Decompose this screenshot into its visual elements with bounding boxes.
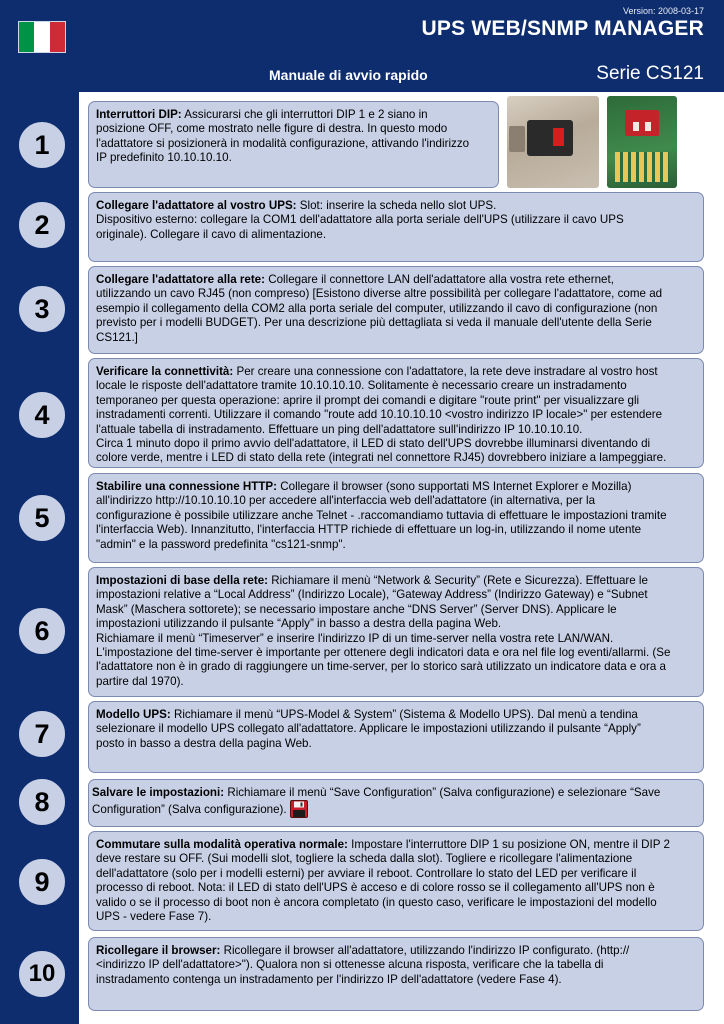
dip-switch-photo-external	[507, 96, 599, 188]
step-text: Per creare una connessione con l'adattatore, la rete deve instradare al vostro host	[233, 365, 658, 378]
step-number-7: 7	[17, 709, 67, 759]
step-text: Configuration” (Salva configurazione).	[92, 803, 287, 817]
step-text: IP predefinito 10.10.10.10.	[96, 151, 232, 165]
step-text: utilizzando un cavo RJ45 (non compreso) [Esistono diverse altre possibilità per collegare l'adattatore, come ad	[96, 287, 663, 301]
step-box-9	[88, 831, 704, 931]
step-heading: Commutare sulla modalità operativa normale:	[96, 838, 348, 851]
step-number-3: 3	[17, 284, 67, 334]
step-number-10: 10	[17, 949, 67, 999]
step-text: Richiamare il menù “UPS-Model & System” (Sistema & Modello UPS). Dal menù a tendina	[170, 708, 638, 721]
step-text: Assicurarsi che gli interruttori DIP 1 e 2 siano in	[181, 108, 428, 121]
step-text: Richiamare il menù “Save Configuration” (Salva configurazione) e selezionare “Save	[224, 786, 661, 799]
italy-flag-icon	[18, 21, 66, 53]
step-heading: Salvare le impostazioni:	[92, 786, 225, 799]
step-text: originale). Collegare il cavo di alimentazione.	[96, 227, 327, 241]
header-banner	[79, 0, 724, 92]
step-text: Collegare il browser (sono supportati MS Internet Explorer e Mozilla)	[277, 480, 632, 493]
step-text: "admin" e la password predefinita "cs121-snmp".	[96, 537, 346, 551]
step-text: posto in basso a destra della pagina Web.	[96, 736, 312, 750]
step-box-5	[88, 473, 704, 563]
step-text: colore verde, mentre i LED di stato della rete (integrati nel connettore RJ45) dovrebbero iniziare a lampeggiare.	[96, 451, 667, 465]
step-text: instradamento contenga un instradamento per l'indirizzo IP dell'adattatore (vedere Fase 4).	[96, 972, 562, 986]
step-text: selezionare il modello UPS collegato all'adattatore. Applicare le impostazioni utilizzando il pulsante “Apply”	[96, 722, 641, 736]
step-text: all'indirizzo http://10.10.10.10 per accedere all'interfaccia web dell'adattatore (in alternativa, per la	[96, 494, 596, 508]
step-heading: Impostazioni di base della rete:	[96, 574, 269, 587]
page-subtitle: Manuale di avvio rapido	[269, 67, 428, 83]
page-title: UPS WEB/SNMP MANAGER	[421, 17, 704, 40]
step-text: instradamenti correnti. Utilizzare il comando "route add 10.10.10.10 <vostro indirizzo IP locale>" per estendere	[96, 408, 663, 422]
step-text: temporaneo per questa operazione: aprire il prompt dei comandi e digitare "route print" per visualizzare gli	[96, 393, 640, 407]
step-text: Slot: inserire la scheda nello slot UPS.	[296, 199, 497, 212]
step-text: processo di reboot. Nota: il LED di stato dell'UPS è acceso e di colore rosso se il collegamento all'UPS non è	[96, 881, 655, 895]
step-box-7	[88, 701, 704, 773]
step-box-8	[88, 779, 704, 827]
step-heading: Verificare la connettività:	[96, 365, 234, 378]
step-number-5: 5	[17, 493, 67, 543]
step-number-1: 1	[17, 120, 67, 170]
step-heading: Stabilire una connessione HTTP:	[96, 480, 278, 493]
version-label: Version: 2008-03-17	[622, 6, 704, 16]
step-text: posizione OFF, come mostrato nelle figure di destra. In questo modo	[96, 122, 448, 136]
step-number-4: 4	[17, 390, 67, 440]
step-text: Richiamare il menù “Network & Security” (Rete e Sicurezza). Effettuare le	[268, 574, 648, 587]
step-text: l'adattatore si posizionerà in modalità configurazione, attivando l'indirizzo	[96, 136, 470, 150]
step-heading: Collegare l'adattatore al vostro UPS:	[96, 199, 297, 212]
step-text: impostazioni relative a “Local Address” (Indirizzo Locale), “Gateway Address” (Indirizzo Gateway) e “Subnet	[96, 588, 648, 602]
step-heading: Modello UPS:	[96, 708, 171, 721]
step-text: Mask” (Maschera sottorete); se necessario impostare anche “DNS Server” (Server DNS). Applicare le	[96, 602, 617, 616]
step-box-6	[88, 567, 704, 697]
step-number-9: 9	[17, 857, 67, 907]
step-text: Circa 1 minuto dopo il primo avvio dell'adattatore, il LED di stato dell'UPS dovrebbe illuminarsi diventando di	[96, 437, 651, 451]
series-label: Serie CS121	[596, 63, 704, 84]
step-box-10	[88, 937, 704, 1011]
step-text: Dispositivo esterno: collegare la COM1 dell'adattatore alla porta seriale dell'UPS (utilizzare il cavo UPS	[96, 213, 624, 227]
step-text-with-icon	[92, 800, 696, 818]
step-text: UPS - vedere Fase 7).	[96, 910, 212, 924]
step-text: impostazioni utilizzando il pulsante “Apply” in basso a destra della pagina Web.	[96, 617, 502, 631]
step-text: Collegare il connettore LAN dell'adattatore alla vostra rete ethernet,	[265, 273, 614, 286]
step-number-8: 8	[17, 777, 67, 827]
step-text: CS121.]	[96, 330, 138, 344]
step-text: partire dal 1970).	[96, 674, 184, 688]
step-text: configurazione è possibile utilizzare anche Telnet - .raccomandiamo tuttavia di effettuare le impostazioni tramite	[96, 508, 667, 522]
step-box-3	[88, 266, 704, 354]
step-heading: Collegare l'adattatore alla rete:	[96, 273, 265, 286]
step-number-6: 6	[17, 606, 67, 656]
step-text: locale le risposte dell'adattatore tramite 10.10.10.10. Solitamente è necessario creare un instradamento	[96, 379, 627, 393]
step-text: Richiamare il menù “Timeserver” e inserire l'indirizzo IP di un time-server nella vostra rete LAN/WAN.	[96, 631, 614, 645]
step-text: L'impostazione del time-server è importante per ottenere degli indicatori data e ora nel file log eventi/allarmi. (Se	[96, 646, 671, 660]
step-text: esempio il collegamento della COM2 alla porta seriale del computer, utilizzando il cavo di configurazione (non	[96, 301, 658, 315]
step-text: <indirizzo IP dell'adattatore>"). Qualora non si ottenesse alcuna risposta, verificare che la tabella di	[96, 958, 604, 972]
step-heading: Ricollegare il browser:	[96, 944, 221, 957]
floppy-disk-save-icon	[290, 800, 308, 818]
step-text: Ricollegare il browser all'adattatore, utilizzando l'indirizzo IP configurato. (http://	[220, 944, 630, 957]
step-text: dell'adattatore (solo per i modelli esterni) per avviare il reboot. Controllare lo stato del LED per verificare il	[96, 866, 637, 880]
step-number-2: 2	[17, 200, 67, 250]
step-box-2	[88, 192, 704, 262]
step-heading: Interruttori DIP:	[96, 108, 182, 121]
step-text: deve restare su OFF. (Sui modelli slot, togliere la scheda dalla slot). Togliere e ricollegare l'alimentazione	[96, 852, 633, 866]
step-text: valido o se il processo di boot non è ancora completato (in questo caso, verificare le impostazioni del modello	[96, 895, 657, 909]
step-text: Impostare l'interruttore DIP 1 su posizione ON, mentre il DIP 2	[347, 838, 670, 851]
step-box-1	[88, 101, 499, 188]
step-text: previsto per i modelli BUDGET). Per una descrizione più dettagliata si veda il manuale dell'utente della Serie	[96, 316, 652, 330]
step-text: l'interfaccia Web). Innanzitutto, l'interfaccia HTTP richiede di effettuare un log-in, utilizzando il nome utente	[96, 523, 642, 537]
step-box-4	[88, 358, 704, 468]
step-text: l'adattatore non è in grado di raggiungere un time-server, per lo storico sarà utilizzato un indicatore data e ora a	[96, 660, 666, 674]
dip-switch-photo-slot	[607, 96, 677, 188]
step-text: l'attuale tabella di instradamento. Effettuare un ping dell'adattatore sull'indirizzo IP 10.10.10.10.	[96, 422, 583, 436]
